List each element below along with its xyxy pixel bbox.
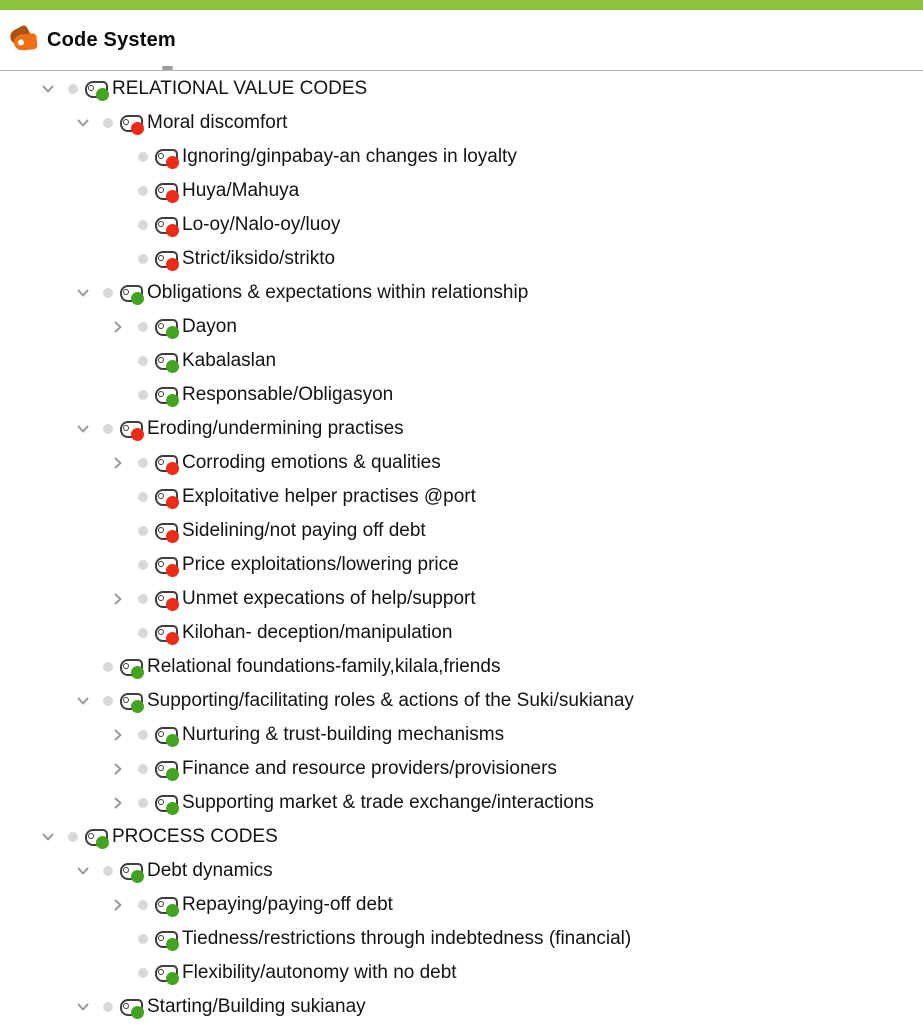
code-system-icon bbox=[10, 26, 40, 54]
code-label: Starting/Building sukianay bbox=[147, 996, 366, 1017]
expander-placeholder bbox=[110, 353, 126, 369]
code-label: Supporting/facilitating roles & actions of the Suki/sukianay bbox=[147, 690, 634, 711]
tree-row[interactable] bbox=[0, 174, 923, 208]
tree-row[interactable] bbox=[0, 344, 923, 378]
code-tag-icon bbox=[85, 81, 108, 98]
chevron-right-icon[interactable] bbox=[110, 795, 126, 811]
code-label: Flexibility/autonomy with no debt bbox=[182, 962, 457, 983]
code-label: Kabalaslan bbox=[182, 350, 277, 371]
tree-row[interactable] bbox=[0, 514, 923, 548]
chevron-right-icon[interactable] bbox=[110, 727, 126, 743]
chevron-down-icon[interactable] bbox=[75, 421, 91, 437]
code-color-dot bbox=[131, 666, 144, 679]
tree-row[interactable] bbox=[0, 718, 923, 752]
code-color-dot bbox=[166, 258, 179, 271]
code-color-dot bbox=[166, 496, 179, 509]
code-tag-icon bbox=[155, 897, 178, 914]
expander-placeholder bbox=[110, 183, 126, 199]
code-tag-icon bbox=[120, 693, 143, 710]
code-label: Relational foundations-family,kilala,friends bbox=[147, 656, 501, 677]
chevron-right-icon[interactable] bbox=[110, 761, 126, 777]
activation-dot-icon bbox=[68, 832, 78, 842]
activation-dot-icon bbox=[103, 288, 113, 298]
code-label: Sidelining/not paying off debt bbox=[182, 520, 426, 541]
code-color-dot bbox=[166, 802, 179, 815]
code-color-dot bbox=[166, 360, 179, 373]
panel-title: Code System bbox=[47, 28, 176, 51]
activation-dot-icon bbox=[138, 356, 148, 366]
activation-dot-icon bbox=[138, 560, 148, 570]
code-color-dot bbox=[166, 564, 179, 577]
code-tag-icon bbox=[155, 727, 178, 744]
code-tag-icon bbox=[155, 557, 178, 574]
tree-row[interactable] bbox=[0, 616, 923, 650]
code-tag-icon bbox=[120, 863, 143, 880]
code-tag-icon bbox=[155, 591, 178, 608]
window-accent-bar bbox=[0, 0, 923, 10]
activation-dot-icon bbox=[103, 1002, 113, 1012]
code-label: PROCESS CODES bbox=[112, 826, 278, 847]
expander-placeholder bbox=[110, 523, 126, 539]
tree-row[interactable] bbox=[0, 752, 923, 786]
expander-placeholder bbox=[110, 217, 126, 233]
activation-dot-icon bbox=[138, 730, 148, 740]
code-tag-icon bbox=[155, 387, 178, 404]
code-color-dot bbox=[166, 768, 179, 781]
chevron-down-icon[interactable] bbox=[75, 863, 91, 879]
code-label: Strict/iksido/strikto bbox=[182, 248, 336, 269]
code-label: Kilohan- deception/manipulation bbox=[182, 622, 453, 643]
code-tag-icon bbox=[155, 319, 178, 336]
code-tag-icon bbox=[155, 795, 178, 812]
chevron-down-icon[interactable] bbox=[75, 115, 91, 131]
code-color-dot bbox=[131, 870, 144, 883]
code-color-dot bbox=[96, 836, 109, 849]
tree-row[interactable] bbox=[0, 888, 923, 922]
code-color-dot bbox=[131, 700, 144, 713]
code-tag-icon bbox=[155, 489, 178, 506]
activation-dot-icon bbox=[138, 322, 148, 332]
activation-dot-icon bbox=[138, 968, 148, 978]
code-label: Finance and resource providers/provisioners bbox=[182, 758, 557, 779]
code-tag-icon bbox=[120, 999, 143, 1016]
code-label: Lo-oy/Nalo-oy/luoy bbox=[182, 214, 341, 235]
activation-dot-icon bbox=[138, 492, 148, 502]
activation-dot-icon bbox=[103, 866, 113, 876]
header-divider bbox=[0, 70, 923, 71]
tree-row[interactable] bbox=[0, 106, 923, 140]
code-color-dot bbox=[131, 1006, 144, 1019]
chevron-down-icon[interactable] bbox=[40, 81, 56, 97]
code-tag-icon bbox=[120, 115, 143, 132]
activation-dot-icon bbox=[138, 390, 148, 400]
tree-row[interactable] bbox=[0, 378, 923, 412]
chevron-down-icon[interactable] bbox=[75, 285, 91, 301]
activation-dot-icon bbox=[138, 628, 148, 638]
code-color-dot bbox=[166, 530, 179, 543]
activation-dot-icon bbox=[103, 662, 113, 672]
activation-dot-icon bbox=[138, 594, 148, 604]
code-tag-icon bbox=[155, 523, 178, 540]
expander-placeholder bbox=[110, 251, 126, 267]
tree-row[interactable] bbox=[0, 956, 923, 990]
code-label: Repaying/paying-off debt bbox=[182, 894, 393, 915]
activation-dot-icon bbox=[138, 934, 148, 944]
activation-dot-icon bbox=[68, 84, 78, 94]
code-label: Ignoring/ginpabay-an changes in loyalty bbox=[182, 146, 517, 167]
chevron-right-icon[interactable] bbox=[110, 455, 126, 471]
expander-placeholder bbox=[110, 149, 126, 165]
code-tag-icon bbox=[155, 183, 178, 200]
code-tag-icon bbox=[85, 829, 108, 846]
tree-row[interactable] bbox=[0, 684, 923, 718]
tree-row[interactable] bbox=[0, 140, 923, 174]
expander-placeholder bbox=[110, 965, 126, 981]
code-label: Moral discomfort bbox=[147, 112, 288, 133]
code-color-dot bbox=[166, 938, 179, 951]
code-tag-icon bbox=[155, 965, 178, 982]
activation-dot-icon bbox=[138, 220, 148, 230]
code-label: Unmet expecations of help/support bbox=[182, 588, 476, 609]
code-color-dot bbox=[166, 326, 179, 339]
activation-dot-icon bbox=[103, 118, 113, 128]
code-label: Dayon bbox=[182, 316, 237, 337]
tree-row[interactable] bbox=[0, 310, 923, 344]
code-color-dot bbox=[131, 122, 144, 135]
code-tag-icon bbox=[155, 353, 178, 370]
chevron-down-icon[interactable] bbox=[75, 693, 91, 709]
tree-row[interactable] bbox=[0, 786, 923, 820]
tree-row[interactable] bbox=[0, 412, 923, 446]
code-label: Eroding/undermining practises bbox=[147, 418, 404, 439]
expander-placeholder bbox=[110, 489, 126, 505]
tree-row[interactable] bbox=[0, 582, 923, 616]
code-color-dot bbox=[166, 598, 179, 611]
code-color-dot bbox=[166, 462, 179, 475]
expander-placeholder bbox=[110, 625, 126, 641]
tree-row[interactable] bbox=[0, 446, 923, 480]
code-color-dot bbox=[166, 904, 179, 917]
activation-dot-icon bbox=[138, 798, 148, 808]
tree-row[interactable] bbox=[0, 242, 923, 276]
panel-header bbox=[0, 10, 923, 70]
code-color-dot bbox=[131, 428, 144, 441]
tree-row[interactable] bbox=[0, 208, 923, 242]
activation-dot-icon bbox=[103, 424, 113, 434]
code-color-dot bbox=[166, 734, 179, 747]
code-tag-icon bbox=[120, 659, 143, 676]
activation-dot-icon bbox=[103, 696, 113, 706]
code-label: Exploitative helper practises @port bbox=[182, 486, 476, 507]
code-color-dot bbox=[166, 632, 179, 645]
code-color-dot bbox=[166, 224, 179, 237]
activation-dot-icon bbox=[138, 764, 148, 774]
activation-dot-icon bbox=[138, 152, 148, 162]
chevron-down-icon[interactable] bbox=[75, 999, 91, 1015]
activation-dot-icon bbox=[138, 186, 148, 196]
code-tree bbox=[0, 72, 923, 1024]
expander-placeholder bbox=[110, 931, 126, 947]
activation-dot-icon bbox=[138, 900, 148, 910]
code-label: Supporting market & trade exchange/interactions bbox=[182, 792, 594, 813]
code-color-dot bbox=[166, 394, 179, 407]
tree-row[interactable] bbox=[0, 990, 923, 1024]
code-color-dot bbox=[131, 292, 144, 305]
code-label: Corroding emotions & qualities bbox=[182, 452, 441, 473]
tree-row[interactable] bbox=[0, 650, 923, 684]
tree-row[interactable] bbox=[0, 276, 923, 310]
code-label: Price exploitations/lowering price bbox=[182, 554, 459, 575]
tree-row[interactable] bbox=[0, 480, 923, 514]
tree-row[interactable] bbox=[0, 72, 923, 106]
code-tag-icon bbox=[155, 931, 178, 948]
code-tag-icon bbox=[155, 761, 178, 778]
code-tag-icon bbox=[155, 251, 178, 268]
code-tag-icon bbox=[155, 217, 178, 234]
tree-row[interactable] bbox=[0, 820, 923, 854]
code-tag-icon bbox=[120, 421, 143, 438]
chevron-right-icon[interactable] bbox=[110, 897, 126, 913]
chevron-right-icon[interactable] bbox=[110, 319, 126, 335]
activation-dot-icon bbox=[138, 458, 148, 468]
tree-row[interactable] bbox=[0, 922, 923, 956]
tree-row[interactable] bbox=[0, 854, 923, 888]
code-color-dot bbox=[166, 156, 179, 169]
code-tag-icon bbox=[155, 625, 178, 642]
chevron-right-icon[interactable] bbox=[110, 591, 126, 607]
code-color-dot bbox=[166, 972, 179, 985]
activation-dot-icon bbox=[138, 254, 148, 264]
expander-placeholder bbox=[75, 659, 91, 675]
code-label: Responsable/Obligasyon bbox=[182, 384, 394, 405]
code-label: Nurturing & trust-building mechanisms bbox=[182, 724, 505, 745]
code-tag-icon bbox=[155, 149, 178, 166]
code-label: Obligations & expectations within relationship bbox=[147, 282, 529, 303]
code-tag-icon bbox=[155, 455, 178, 472]
code-label: Huya/Mahuya bbox=[182, 180, 300, 201]
tree-row[interactable] bbox=[0, 548, 923, 582]
code-label: Debt dynamics bbox=[147, 860, 273, 881]
expander-placeholder bbox=[110, 557, 126, 573]
code-label: RELATIONAL VALUE CODES bbox=[112, 78, 368, 99]
chevron-down-icon[interactable] bbox=[40, 829, 56, 845]
expander-placeholder bbox=[110, 387, 126, 403]
code-color-dot bbox=[96, 88, 109, 101]
activation-dot-icon bbox=[138, 526, 148, 536]
code-label: Tiedness/restrictions through indebtedness (financial) bbox=[182, 928, 632, 949]
code-color-dot bbox=[166, 190, 179, 203]
code-tag-icon bbox=[120, 285, 143, 302]
